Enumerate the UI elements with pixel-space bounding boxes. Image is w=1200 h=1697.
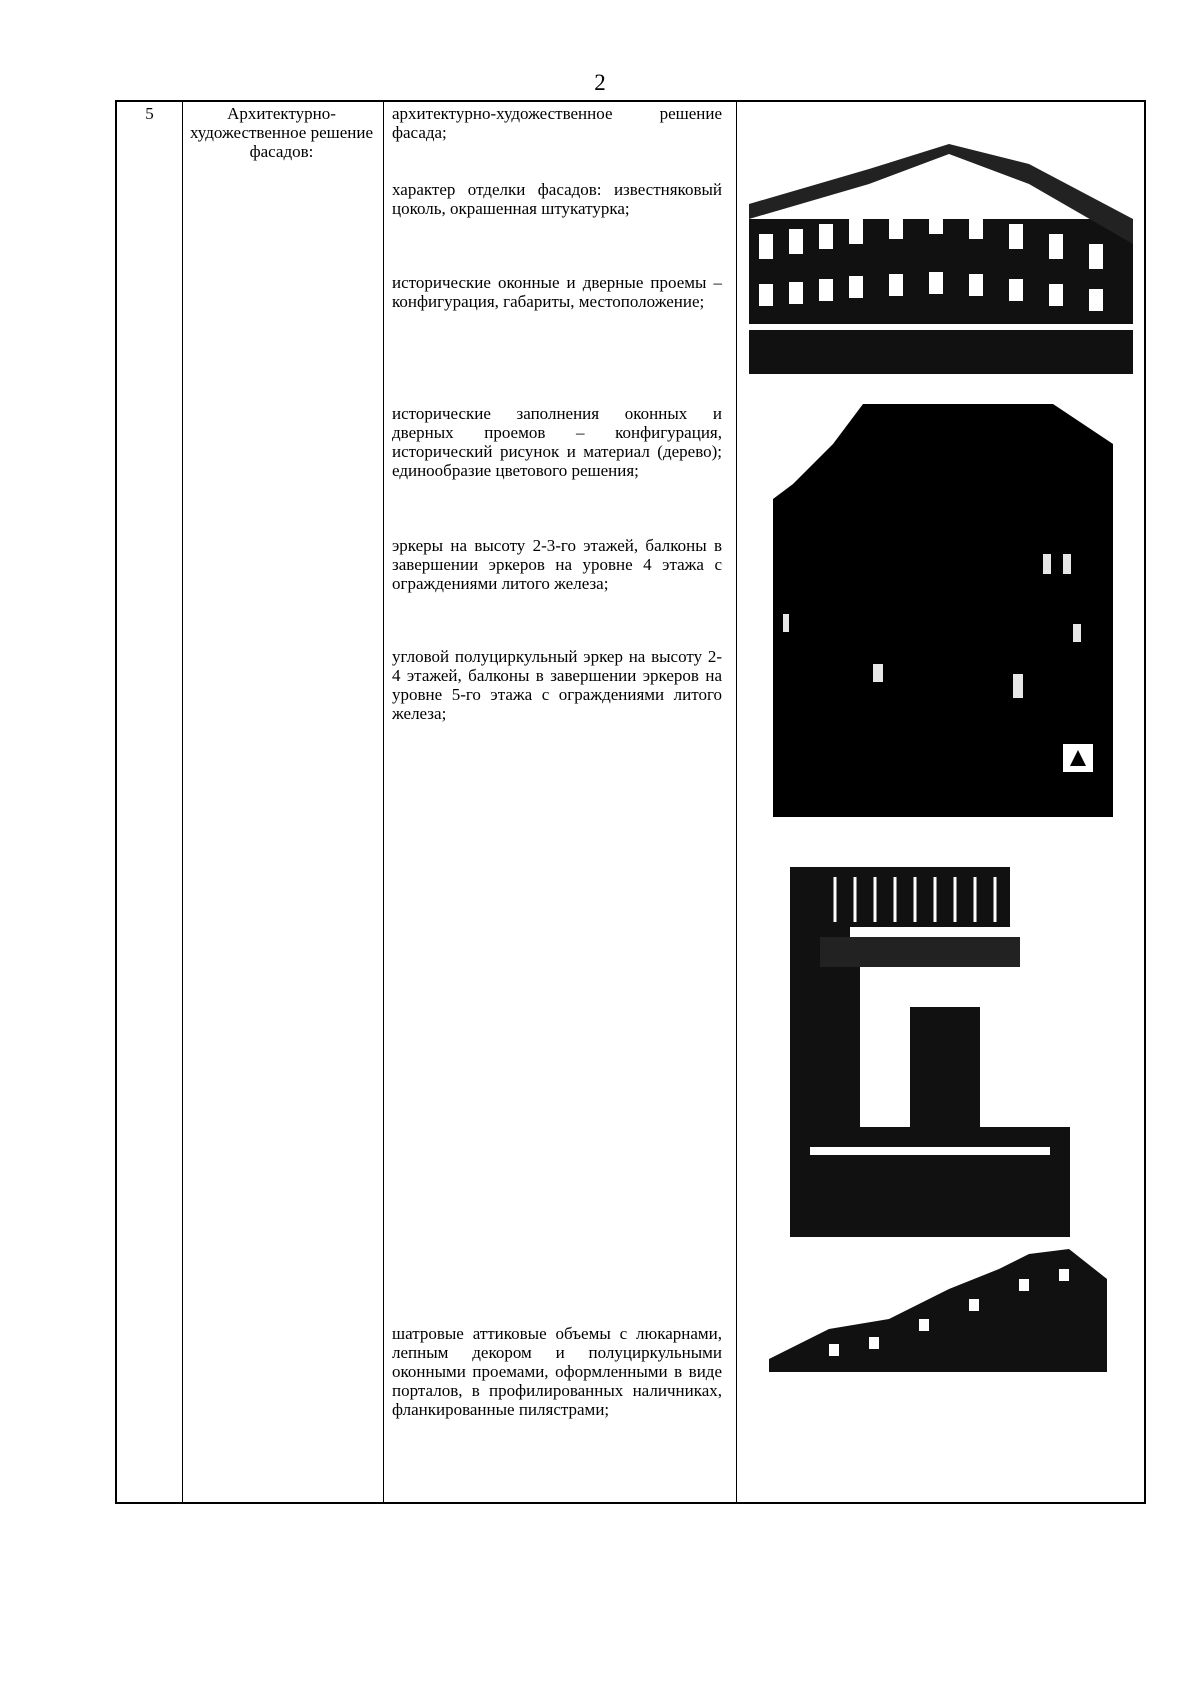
column-divider	[736, 102, 737, 1502]
facade-photo-attic	[769, 1249, 1107, 1372]
item-facade-solution: архитектурно-художественное решение фасада;	[392, 104, 722, 142]
item-openings: исторические оконные и дверные проемы – конфигурация, габариты, местоположение;	[392, 273, 722, 311]
facade-photo-balcony	[790, 827, 1097, 1237]
facade-photo-corner	[749, 124, 1133, 374]
facade-table	[115, 100, 1146, 1504]
page-number: 2	[594, 70, 606, 95]
column-divider	[383, 102, 384, 1502]
item-attics: шатровые аттиковые объемы с люкарнами, лепным декором и полуциркульными оконными проемами, оформленными в виде порталов, в профилированных наличниках, фланкированные пилястрами;	[392, 1324, 722, 1419]
row-number: 5	[145, 104, 154, 123]
facade-photo-bay-windows	[773, 404, 1113, 817]
row-name: Архитектурно-художественное решение фасадов:	[189, 104, 374, 161]
item-fillings: исторические заполнения оконных и дверных проемов – конфигурация, исторический рисунок и материал (дерево); единообразие цветового решения;	[392, 404, 722, 480]
item-corner-bay: угловой полуциркульный эркер на высоту 2-4 этажей, балконы в завершении эркеров на уровне 5-го этажа с ограждениями литого железа;	[392, 647, 722, 723]
item-bay-windows: эркеры на высоту 2-3-го этажей, балконы в завершении эркеров на уровне 4 этажа с ограждениями литого железа;	[392, 536, 722, 593]
column-divider	[182, 102, 183, 1502]
item-finish: характер отделки фасадов: известняковый цоколь, окрашенная штукатурка;	[392, 180, 722, 218]
